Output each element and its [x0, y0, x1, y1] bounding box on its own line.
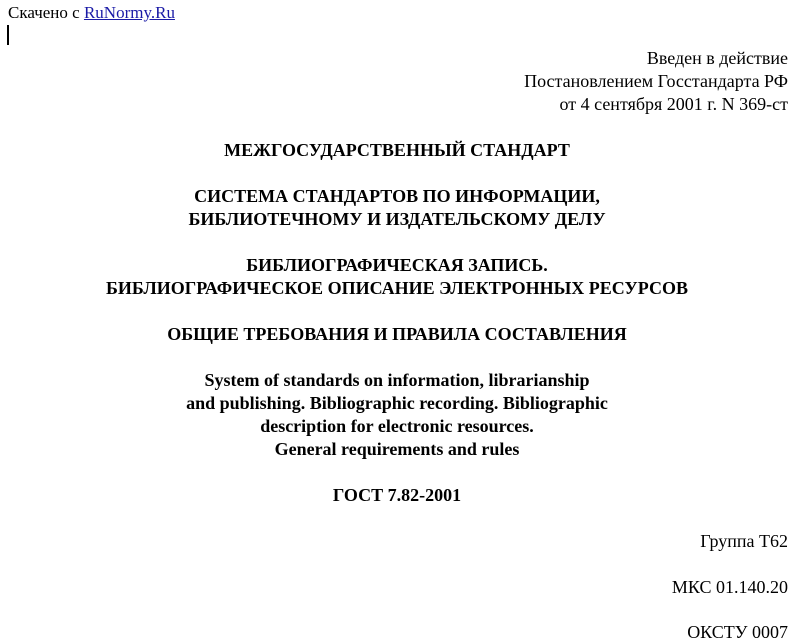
okstu-code: ОКСТУ 0007 — [687, 622, 788, 642]
download-source-line — [8, 3, 175, 23]
english-title-line-2: and publishing. Bibliographic recording. Bibliographic — [186, 393, 608, 413]
download-prefix: Скачено с — [8, 3, 80, 22]
gost-number: ГОСТ 7.82-2001 — [332, 485, 462, 505]
record-title-line-1: БИБЛИОГРАФИЧЕСКАЯ ЗАПИСЬ. — [246, 255, 548, 275]
group-code: Группа Т62 — [700, 531, 788, 551]
source-link[interactable]: RuNormy.Ru — [83, 3, 175, 22]
interstate-standard-title: МЕЖГОСУДАРСТВЕННЫЙ СТАНДАРТ — [224, 140, 570, 160]
enactment-line-1: Введен в действие — [646, 48, 788, 68]
enactment-line-3: от 4 сентября 2001 г. N 369-ст — [559, 94, 788, 114]
requirements-title: ОБЩИЕ ТРЕБОВАНИЯ И ПРАВИЛА СОСТАВЛЕНИЯ — [167, 324, 627, 344]
enactment-line-2: Постановлением Госстандарта РФ — [524, 71, 788, 91]
record-title-line-2: БИБЛИОГРАФИЧЕСКОЕ ОПИСАНИЕ ЭЛЕКТРОННЫХ РЕСУРСОВ — [106, 278, 688, 298]
text-cursor — [7, 25, 9, 45]
system-title-line-1: СИСТЕМА СТАНДАРТОВ ПО ИНФОРМАЦИИ, — [194, 186, 600, 206]
english-title-line-1: System of standards on information, librarianship — [204, 370, 590, 390]
english-title-line-3: description for electronic resources. — [260, 416, 534, 436]
english-title-line-4: General requirements and rules — [274, 439, 520, 459]
system-title-line-2: БИБЛИОТЕЧНОМУ И ИЗДАТЕЛЬСКОМУ ДЕЛУ — [188, 209, 606, 229]
mks-code: МКС 01.140.20 — [671, 577, 788, 597]
